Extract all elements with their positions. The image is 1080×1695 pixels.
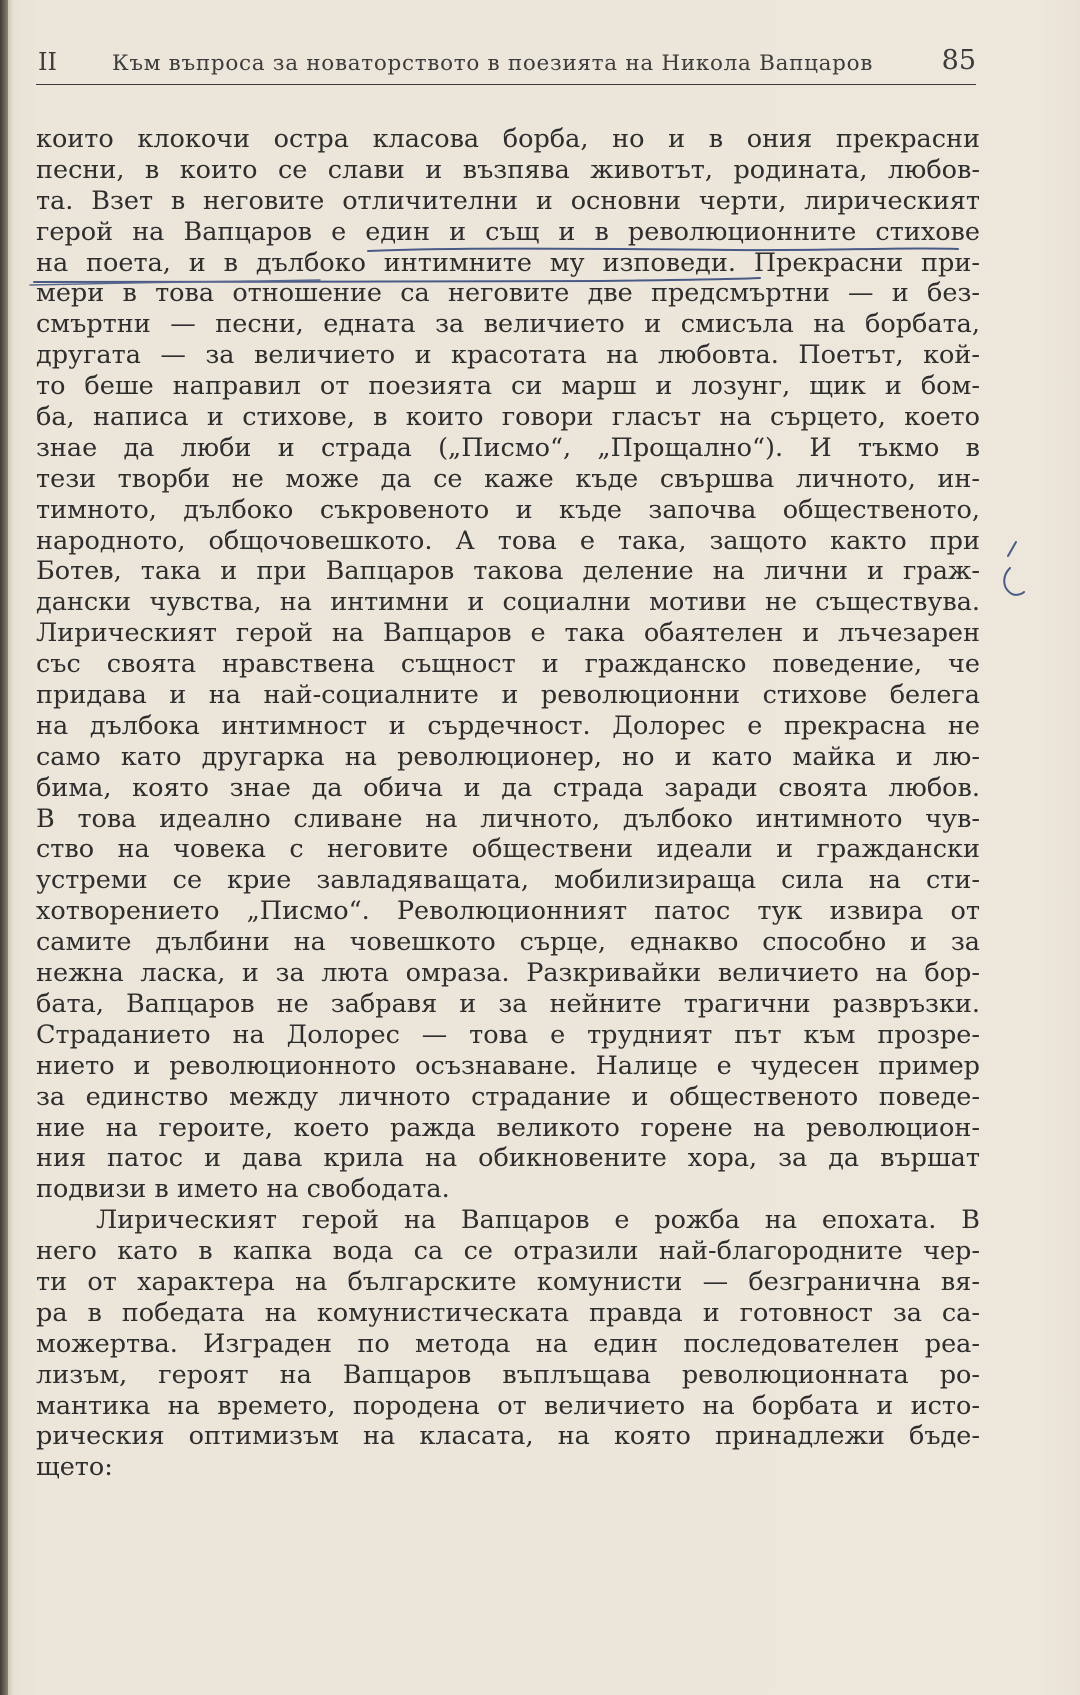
- text-line: самите дълбини на човешкото сърце, еднакво способно и за: [36, 927, 980, 958]
- text-line: смъртни — песни, едната за величието и смисъла на борбата,: [36, 309, 980, 340]
- text-line: които клокочи остра класова борба, но и в ония прекрасни: [36, 124, 980, 154]
- text-line: тимното, дълбоко съкровеното и къде започва общественото,: [36, 494, 980, 525]
- running-head: [36, 40, 976, 85]
- text-line: Лирическият герой на Вапцаров е така обаятелен и лъчезарен: [36, 618, 980, 649]
- text-line: Ботев, така и при Вапцаров такова деление на лични и граж-: [36, 556, 980, 587]
- text-line: народното, общочовешкото. А това е така, защото както при: [36, 525, 980, 556]
- text-line: него като в капка вода са се отразили най-благородните чер-: [36, 1236, 980, 1267]
- chapter-number: II: [38, 48, 57, 76]
- paragraph-2: [36, 1205, 980, 1483]
- text-line: ти от характера на българските комунисти — безгранична вя-: [36, 1266, 980, 1297]
- text-line: песни, в които се слави и възпява животът, родината, любов-: [36, 154, 980, 185]
- text-line: та. Взет в неговите отличителни и основни черти, лирическият: [36, 185, 980, 216]
- text-line: нието и революционното осъзнаване. Налице е чудесен пример: [36, 1050, 980, 1081]
- text-line: лизъм, героят на Вапцаров въплъщава революционната ро-: [36, 1359, 980, 1390]
- text-line: Лирическият герой на Вапцаров е рожба на епохата. В: [96, 1205, 980, 1236]
- text-line: рическия оптимизъм на класата, на която принадлежи бъде-: [36, 1421, 980, 1452]
- text-line: ра в победата на комунистическата правда и готовност за са-: [36, 1297, 980, 1328]
- text-line: със своята нравствена същност и гражданско поведение, че: [36, 649, 980, 680]
- text-line: само като другарка на революционер, но и като майка и лю-: [36, 741, 980, 772]
- text-line: можертва. Изграден по метода на един последователен реа-: [36, 1328, 980, 1359]
- running-head-title: Към въпроса за новаторството в поезията на Никола Вапцаров: [112, 51, 874, 76]
- text-line: знае да люби и страда („Писмо“, „Прощално“). И тъкмо в: [36, 432, 980, 463]
- text-line: другата — за величието и красотата на любовта. Поетът, кой-: [36, 340, 980, 371]
- text-line: В това идеално сливане на личното, дълбоко интимното чув-: [36, 803, 980, 834]
- text-line: подвизи в името на свободата.: [36, 1174, 450, 1205]
- text-line: герой на Вапцаров е един и същ и в революционните стихове: [36, 216, 980, 247]
- text-line: щето:: [36, 1452, 113, 1483]
- text-line: нежна ласка, и за люта омраза. Разкривайки величието на бор-: [36, 958, 980, 989]
- text-line: ния патос и дава крила на обикновените хора, за да вършат: [36, 1143, 980, 1174]
- text-line: то беше направил от поезията си марш и лозунг, щик и бом-: [36, 371, 980, 402]
- paragraph-1: [36, 124, 980, 1205]
- text-line: ство на човека с неговите обществени идеали и граждански: [36, 834, 980, 865]
- margin-bracket-mark: [994, 538, 1034, 598]
- text-line: тези творби не може да се каже къде свършва личното, ин-: [36, 463, 980, 494]
- book-binding-edge: [0, 0, 8, 1695]
- body-text: [36, 124, 980, 1483]
- text-line: мери в това отношение са неговите две предсмъртни — и без-: [36, 278, 980, 309]
- text-line: бата, Вапцаров не забравя и за нейните трагични развръзки.: [36, 988, 980, 1019]
- text-line: на поета, и в дълбоко интимните му изповеди. Прекрасни при-: [36, 247, 980, 278]
- text-line: дански чувства, на интимни и социални мотиви не съществува.: [36, 587, 980, 618]
- text-line: за единство между личното страдание и общественото поведе-: [36, 1081, 980, 1112]
- text-line: ние на героите, което ражда великото горене на революцион-: [36, 1112, 980, 1143]
- page-number: 85: [941, 45, 976, 76]
- text-line: мантика на времето, породена от величието на борбата и исто-: [36, 1390, 980, 1421]
- text-line: ба, написа и стихове, в които говори гласът на сърцето, което: [36, 402, 980, 433]
- text-line: устреми се крие завладяващата, мобилизираща сила на сти-: [36, 865, 980, 896]
- text-line: Страданието на Долорес — това е трудният път към прозре-: [36, 1019, 980, 1050]
- text-line: хотворението „Писмо“. Революционният патос тук извира от: [36, 896, 980, 927]
- text-line: придава и на най-социалните и революционни стихове белега: [36, 680, 980, 711]
- text-line: бима, която знае да обича и да страда заради своята любов.: [36, 772, 980, 803]
- text-line: на дълбока интимност и сърдечност. Долорес е прекрасна не: [36, 710, 980, 741]
